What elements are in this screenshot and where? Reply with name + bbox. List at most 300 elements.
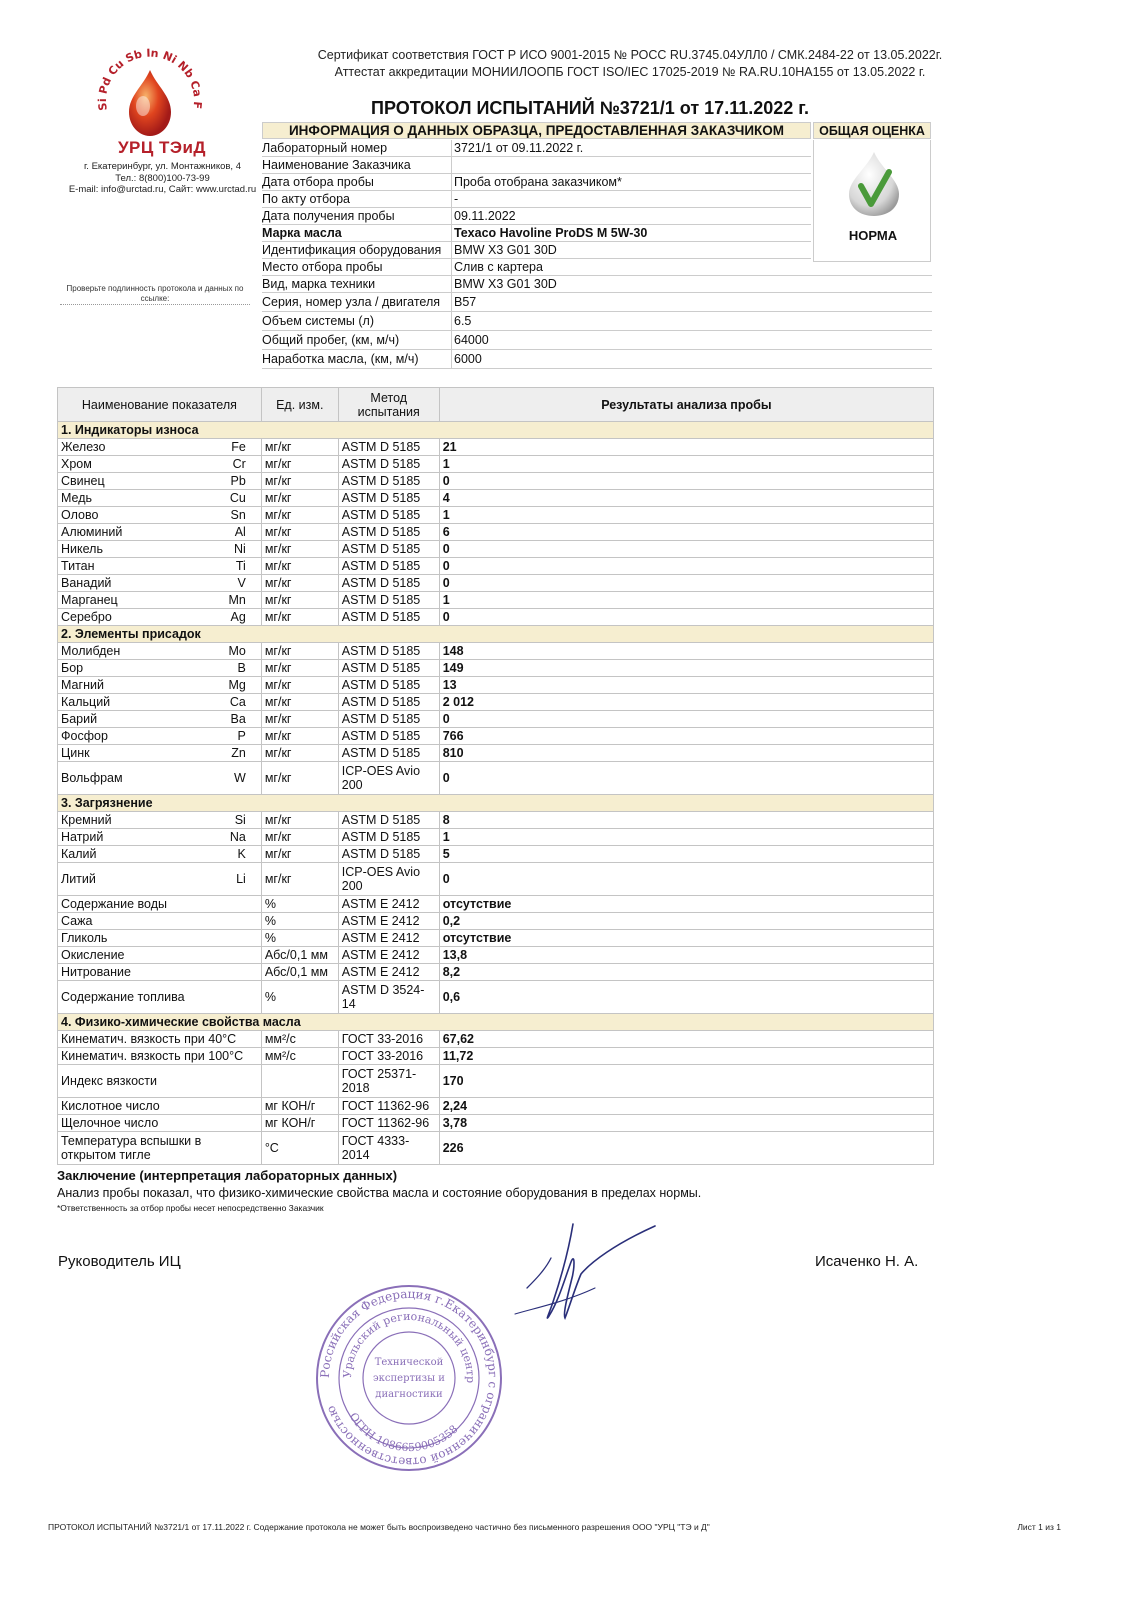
element-symbol: Fe — [231, 440, 246, 454]
element-symbol — [246, 948, 258, 962]
unit-cell: % — [261, 896, 338, 913]
method-cell: ASTM D 5185 — [338, 677, 439, 694]
indicator-name: Содержание топлива — [61, 990, 185, 1004]
indicator-cell — [58, 1065, 262, 1098]
info-value: 6000 — [454, 352, 482, 366]
indicator-name: Щелочное число — [61, 1116, 159, 1130]
unit-cell: мг/кг — [261, 863, 338, 896]
result-cell: 13 — [439, 677, 933, 694]
unit-cell: мг/кг — [261, 694, 338, 711]
indicator-cell — [58, 490, 262, 507]
indicator-name: Кислотное число — [61, 1099, 160, 1113]
info-label: Марка масла — [262, 226, 342, 240]
table-row — [58, 507, 934, 524]
indicator-name: Медь — [61, 491, 93, 505]
table-row — [58, 863, 934, 896]
result-cell: 13,8 — [439, 947, 933, 964]
evaluation-result: НОРМА — [848, 228, 898, 243]
section-header-row — [58, 422, 934, 439]
unit-cell: % — [261, 913, 338, 930]
info-row — [262, 293, 932, 312]
handwritten-signature — [505, 1218, 660, 1338]
indicator-name: Ванадий — [61, 576, 112, 590]
info-value: BMW X3 G01 30D — [454, 277, 557, 291]
stamp-center-line1: Технической — [374, 1357, 444, 1368]
result-cell: 148 — [439, 643, 933, 660]
indicator-cell — [58, 609, 262, 626]
info-label: Серия, номер узла / двигателя — [262, 295, 441, 309]
indicator-name: Цинк — [61, 746, 90, 760]
indicator-cell — [58, 643, 262, 660]
table-row — [58, 609, 934, 626]
element-symbol: Ti — [235, 559, 246, 573]
element-symbol — [246, 1074, 258, 1088]
info-row — [262, 140, 811, 157]
info-value: Texaco Havoline ProDS M 5W-30 — [454, 226, 648, 240]
section-header-row — [58, 626, 934, 643]
indicator-name: Натрий — [61, 830, 104, 844]
indicator-cell — [58, 575, 262, 592]
indicator-cell — [58, 846, 262, 863]
unit-cell: мг/кг — [261, 643, 338, 660]
result-cell: 1 — [439, 829, 933, 846]
info-label: Наименование Заказчика — [262, 158, 411, 172]
section-title: 4. Физико-химические свойства масла — [58, 1014, 934, 1031]
info-value: 09.11.2022 — [454, 209, 516, 223]
indicator-cell — [58, 896, 262, 913]
method-cell: ASTM D 5185 — [338, 524, 439, 541]
method-cell: ГОСТ 33-2016 — [338, 1048, 439, 1065]
indicator-cell — [58, 745, 262, 762]
method-cell: ASTM D 5185 — [338, 660, 439, 677]
indicator-name: Сажа — [61, 914, 93, 928]
indicator-cell — [58, 1098, 262, 1115]
unit-cell: мг/кг — [261, 745, 338, 762]
table-row — [58, 524, 934, 541]
method-cell: ASTM E 2412 — [338, 930, 439, 947]
table-row — [58, 1031, 934, 1048]
result-cell: 2,24 — [439, 1098, 933, 1115]
conclusion-text: Анализ пробы показал, что физико-химические свойства масла и состояние оборудования в пределах нормы. — [57, 1186, 702, 1200]
results-table — [57, 387, 934, 1165]
indicator-cell — [58, 677, 262, 694]
method-cell: ГОСТ 11362-96 — [338, 1098, 439, 1115]
method-cell: ASTM D 5185 — [338, 507, 439, 524]
info-label: Дата отбора пробы — [262, 175, 374, 189]
signer-name: Исаченко Н. А. — [815, 1253, 919, 1270]
verify-link-line — [60, 304, 250, 306]
table-header-row — [58, 388, 934, 422]
table-row — [58, 660, 934, 677]
element-symbol — [246, 1049, 258, 1063]
unit-cell: мг/кг — [261, 439, 338, 456]
unit-cell: мг/кг — [261, 592, 338, 609]
company-email-site: E-mail: info@urctad.ru, Сайт: www.urctad.ru — [68, 184, 257, 195]
element-symbol: Pb — [230, 474, 246, 488]
indicator-name: Хром — [61, 457, 92, 471]
stamp-inner-text: Уральский региональный центр — [340, 1309, 478, 1384]
stamp-ogrn: ОГРН 1086659005358 — [346, 1410, 461, 1455]
unit-cell: мг/кг — [261, 762, 338, 795]
element-symbol: Mg — [228, 678, 246, 692]
table-row — [58, 473, 934, 490]
element-symbol: P — [237, 729, 246, 743]
logo-ring-text: Si Pd Cu Sb In Ni Nb Ca F — [95, 48, 205, 112]
result-cell: 0 — [439, 558, 933, 575]
indicator-name: Вольфрам — [61, 771, 123, 785]
table-row — [58, 1065, 934, 1098]
organization-stamp — [314, 1283, 504, 1473]
result-cell: 6 — [439, 524, 933, 541]
element-symbol: Cu — [229, 491, 246, 505]
col-header-name: Наименование показателя — [58, 388, 262, 422]
method-cell: ICP-OES Avio 200 — [338, 863, 439, 896]
table-row — [58, 558, 934, 575]
sample-info-heading: ИНФОРМАЦИЯ О ДАННЫХ ОБРАЗЦА, ПРЕДОСТАВЛЕННАЯ ЗАКАЗЧИКОМ — [262, 122, 811, 139]
indicator-cell — [58, 558, 262, 575]
result-cell: 3,78 — [439, 1115, 933, 1132]
company-phone: Тел.: 8(800)100-73-99 — [115, 172, 210, 184]
table-row — [58, 947, 934, 964]
info-row — [262, 276, 932, 293]
footer-text: ПРОТОКОЛ ИСПЫТАНИЙ №3721/1 от 17.11.2022 г. Содержание протокола не может быть воспроизведено частично без письменного разрешения ООО "УРЦ "ТЭ и Д" — [48, 1522, 710, 1532]
indicator-name: Кинематич. вязкость при 100°С — [61, 1049, 244, 1063]
indicator-cell — [58, 473, 262, 490]
table-row — [58, 1132, 934, 1165]
indicator-cell — [58, 930, 262, 947]
indicator-cell — [58, 829, 262, 846]
accreditation-line: Аттестат аккредитации МОНИИЛООПБ ГОСТ ISO/IEC 17025-2019 № RA.RU.10НА155 от 13.05.2022 г. — [334, 65, 926, 79]
unit-cell: мм²/с — [261, 1048, 338, 1065]
indicator-cell — [58, 964, 262, 981]
info-value: Проба отобрана заказчиком* — [454, 175, 622, 189]
unit-cell: % — [261, 981, 338, 1014]
unit-cell: мг/кг — [261, 541, 338, 558]
result-cell: 810 — [439, 745, 933, 762]
result-cell: отсутствие — [439, 930, 933, 947]
element-symbol: V — [237, 576, 246, 590]
result-cell: 0 — [439, 711, 933, 728]
unit-cell: мг/кг — [261, 490, 338, 507]
unit-cell: мг/кг — [261, 456, 338, 473]
evaluation-box — [813, 140, 931, 262]
method-cell: ASTM D 5185 — [338, 711, 439, 728]
unit-cell: мг/кг — [261, 846, 338, 863]
indicator-name: Фосфор — [61, 729, 108, 743]
unit-cell: мг КОН/г — [261, 1098, 338, 1115]
element-symbol: W — [234, 771, 246, 785]
method-cell: ASTM E 2412 — [338, 913, 439, 930]
element-symbol — [246, 1134, 258, 1162]
table-row — [58, 930, 934, 947]
indicator-cell — [58, 1115, 262, 1132]
indicator-name: Индекс вязкости — [61, 1074, 157, 1088]
method-cell: ГОСТ 4333-2014 — [338, 1132, 439, 1165]
element-symbol — [246, 1099, 258, 1113]
result-cell: 67,62 — [439, 1031, 933, 1048]
company-name: УРЦ ТЭиД — [117, 138, 207, 157]
table-row — [58, 456, 934, 473]
method-cell: ASTM E 2412 — [338, 896, 439, 913]
col-header-result: Результаты анализа пробы — [439, 388, 933, 422]
info-row — [262, 191, 811, 208]
indicator-name: Литий — [61, 872, 96, 886]
table-row — [58, 1048, 934, 1065]
indicator-name: Олово — [61, 508, 99, 522]
unit-cell — [261, 1065, 338, 1098]
section-title: 3. Загрязнение — [58, 795, 934, 812]
info-value: BMW X3 G01 30D — [454, 243, 557, 257]
table-row — [58, 812, 934, 829]
unit-cell: мм²/с — [261, 1031, 338, 1048]
element-symbol — [246, 965, 258, 979]
method-cell: ASTM D 5185 — [338, 592, 439, 609]
info-value: 3721/1 от 09.11.2022 г. — [454, 141, 584, 155]
indicator-cell — [58, 592, 262, 609]
element-symbol: Mo — [228, 644, 246, 658]
table-row — [58, 643, 934, 660]
result-cell: 170 — [439, 1065, 933, 1098]
table-row — [58, 1115, 934, 1132]
element-symbol: Zn — [231, 746, 246, 760]
indicator-cell — [58, 456, 262, 473]
certificate-line: Сертификат соответствия ГОСТ Р ИСО 9001-2015 № РОСС RU.3745.04УЛЛ0 / СМК.2484-22 от 13.05.2022г. — [317, 48, 943, 62]
method-cell: ASTM D 5185 — [338, 829, 439, 846]
indicator-cell — [58, 863, 262, 896]
table-row — [58, 1098, 934, 1115]
element-symbol — [246, 1032, 258, 1046]
method-cell: ICP-OES Avio 200 — [338, 762, 439, 795]
indicator-cell — [58, 812, 262, 829]
section-title: 2. Элементы присадок — [58, 626, 934, 643]
result-cell: 149 — [439, 660, 933, 677]
method-cell: ASTM E 2412 — [338, 964, 439, 981]
info-label: По акту отбора — [262, 192, 350, 206]
indicator-cell — [58, 524, 262, 541]
indicator-name: Окисление — [61, 948, 125, 962]
table-row — [58, 490, 934, 507]
unit-cell: мг/кг — [261, 660, 338, 677]
table-row — [58, 762, 934, 795]
table-row — [58, 439, 934, 456]
element-symbol: Cr — [232, 457, 246, 471]
unit-cell: мг/кг — [261, 575, 338, 592]
method-cell: ASTM D 3524-14 — [338, 981, 439, 1014]
element-symbol — [246, 897, 258, 911]
info-row — [262, 225, 811, 242]
page-number: Лист 1 из 1 — [1017, 1522, 1061, 1532]
result-cell: 226 — [439, 1132, 933, 1165]
method-cell: ASTM E 2412 — [338, 947, 439, 964]
method-cell: ASTM D 5185 — [338, 558, 439, 575]
indicator-cell — [58, 507, 262, 524]
unit-cell: мг/кг — [261, 728, 338, 745]
info-row — [262, 174, 811, 191]
element-symbol: B — [237, 661, 246, 675]
info-label: Наработка масла, (км, м/ч) — [262, 352, 419, 366]
table-row — [58, 677, 934, 694]
indicator-name: Содержание воды — [61, 897, 167, 911]
info-row — [262, 242, 811, 259]
element-symbol: Ag — [230, 610, 246, 624]
element-symbol: K — [237, 847, 246, 861]
indicator-name: Молибден — [61, 644, 121, 658]
info-label: Место отбора пробы — [262, 260, 383, 274]
unit-cell: мг/кг — [261, 507, 338, 524]
indicator-name: Магний — [61, 678, 104, 692]
indicator-cell — [58, 1048, 262, 1065]
unit-cell: мг/кг — [261, 711, 338, 728]
method-cell: ASTM D 5185 — [338, 728, 439, 745]
indicator-name: Титан — [61, 559, 95, 573]
unit-cell: мг КОН/г — [261, 1115, 338, 1132]
result-cell: 0,2 — [439, 913, 933, 930]
unit-cell: мг/кг — [261, 558, 338, 575]
result-cell: 0 — [439, 762, 933, 795]
indicator-name: Кремний — [61, 813, 112, 827]
protocol-title: ПРОТОКОЛ ИСПЫТАНИЙ №3721/1 от 17.11.2022 г. — [371, 98, 809, 118]
unit-cell: °С — [261, 1132, 338, 1165]
stamp-outer-text: Российская Федерация г.Екатеринбург с ограниченной ответственностью — [317, 1286, 501, 1470]
result-cell: 1 — [439, 592, 933, 609]
unit-cell: мг/кг — [261, 677, 338, 694]
indicator-cell — [58, 913, 262, 930]
unit-cell: Абс/0,1 мм — [261, 964, 338, 981]
result-cell: 21 — [439, 439, 933, 456]
company-address: г. Екатеринбург, ул. Монтажников, 4 — [84, 161, 241, 172]
element-symbol — [246, 1116, 258, 1130]
section-header-row — [58, 1014, 934, 1031]
indicator-cell — [58, 439, 262, 456]
unit-cell: мг/кг — [261, 524, 338, 541]
method-cell: ГОСТ 11362-96 — [338, 1115, 439, 1132]
col-header-unit: Ед. изм. — [261, 388, 338, 422]
verify-note: Проверьте подлинность протокола и данных по ссылке: — [66, 284, 244, 303]
company-contacts — [55, 161, 270, 196]
indicator-name: Серебро — [61, 610, 112, 624]
method-cell: ASTM D 5185 — [338, 609, 439, 626]
info-value: 6.5 — [454, 314, 472, 328]
info-label: Дата получения пробы — [262, 209, 395, 223]
method-cell: ГОСТ 25371-2018 — [338, 1065, 439, 1098]
check-drop-icon — [845, 150, 903, 218]
col-header-method: Метод испытания — [338, 388, 439, 422]
result-cell: 1 — [439, 507, 933, 524]
stamp-center-line3: диагностики — [375, 1389, 443, 1400]
indicator-cell — [58, 762, 262, 795]
info-label: Объем системы (л) — [262, 314, 374, 328]
info-value: Слив с картера — [454, 260, 543, 274]
stamp-center-line2: экспертизы и — [373, 1373, 445, 1384]
unit-cell: мг/кг — [261, 609, 338, 626]
section-header-row — [58, 795, 934, 812]
result-cell: 0 — [439, 863, 933, 896]
result-cell: 0 — [439, 609, 933, 626]
info-row — [262, 157, 811, 174]
element-symbol: Ca — [229, 695, 246, 709]
result-cell: 0 — [439, 473, 933, 490]
unit-cell: Абс/0,1 мм — [261, 947, 338, 964]
table-row — [58, 964, 934, 981]
info-row — [262, 259, 932, 276]
element-symbol: Na — [229, 830, 246, 844]
element-symbol: Sn — [230, 508, 246, 522]
method-cell: ASTM D 5185 — [338, 456, 439, 473]
conclusion-title: Заключение (интерпретация лабораторных данных) — [57, 1168, 398, 1183]
element-symbol: Ba — [230, 712, 246, 726]
result-cell: 8 — [439, 812, 933, 829]
element-symbol — [246, 914, 258, 928]
result-cell: 0 — [439, 575, 933, 592]
info-label: Вид, марка техники — [262, 277, 376, 291]
indicator-name: Железо — [61, 440, 106, 454]
indicator-name: Алюминий — [61, 525, 123, 539]
result-cell: 766 — [439, 728, 933, 745]
table-row — [58, 846, 934, 863]
section-title: 1. Индикаторы износа — [58, 422, 934, 439]
company-logo — [85, 48, 215, 148]
method-cell: ГОСТ 33-2016 — [338, 1031, 439, 1048]
unit-cell: мг/кг — [261, 829, 338, 846]
info-label: Идентификация оборудования — [262, 243, 442, 257]
indicator-cell — [58, 1132, 262, 1165]
info-row — [262, 312, 932, 331]
result-cell: 1 — [439, 456, 933, 473]
table-row — [58, 575, 934, 592]
indicator-name: Барий — [61, 712, 98, 726]
indicator-name: Калий — [61, 847, 97, 861]
indicator-name: Свинец — [61, 474, 105, 488]
unit-cell: мг/кг — [261, 812, 338, 829]
info-row — [262, 350, 932, 369]
element-symbol: Si — [234, 813, 246, 827]
element-symbol — [246, 990, 258, 1004]
method-cell: ASTM D 5185 — [338, 846, 439, 863]
results-body — [58, 422, 934, 1165]
info-value: - — [454, 192, 459, 206]
method-cell: ASTM D 5185 — [338, 745, 439, 762]
method-cell: ASTM D 5185 — [338, 694, 439, 711]
table-row — [58, 694, 934, 711]
unit-cell: мг/кг — [261, 473, 338, 490]
result-cell: 8,2 — [439, 964, 933, 981]
result-cell: 2 012 — [439, 694, 933, 711]
indicator-name: Температура вспышки в открытом тигле — [61, 1134, 202, 1162]
indicator-name: Марганец — [61, 593, 118, 607]
indicator-cell — [58, 711, 262, 728]
info-row — [262, 331, 932, 350]
result-cell: 5 — [439, 846, 933, 863]
indicator-cell — [58, 541, 262, 558]
result-cell: отсутствие — [439, 896, 933, 913]
table-row — [58, 541, 934, 558]
result-cell: 4 — [439, 490, 933, 507]
table-row — [58, 728, 934, 745]
table-row — [58, 829, 934, 846]
result-cell: 0,6 — [439, 981, 933, 1014]
result-cell: 11,72 — [439, 1048, 933, 1065]
indicator-cell — [58, 694, 262, 711]
indicator-cell — [58, 728, 262, 745]
indicator-name: Кинематич. вязкость при 40°С — [61, 1032, 237, 1046]
info-value: B57 — [454, 295, 477, 309]
indicator-name: Никель — [61, 542, 103, 556]
indicator-cell — [58, 660, 262, 677]
indicator-cell — [58, 947, 262, 964]
table-row — [58, 745, 934, 762]
info-value: 64000 — [454, 333, 489, 347]
indicator-name: Кальций — [61, 695, 111, 709]
